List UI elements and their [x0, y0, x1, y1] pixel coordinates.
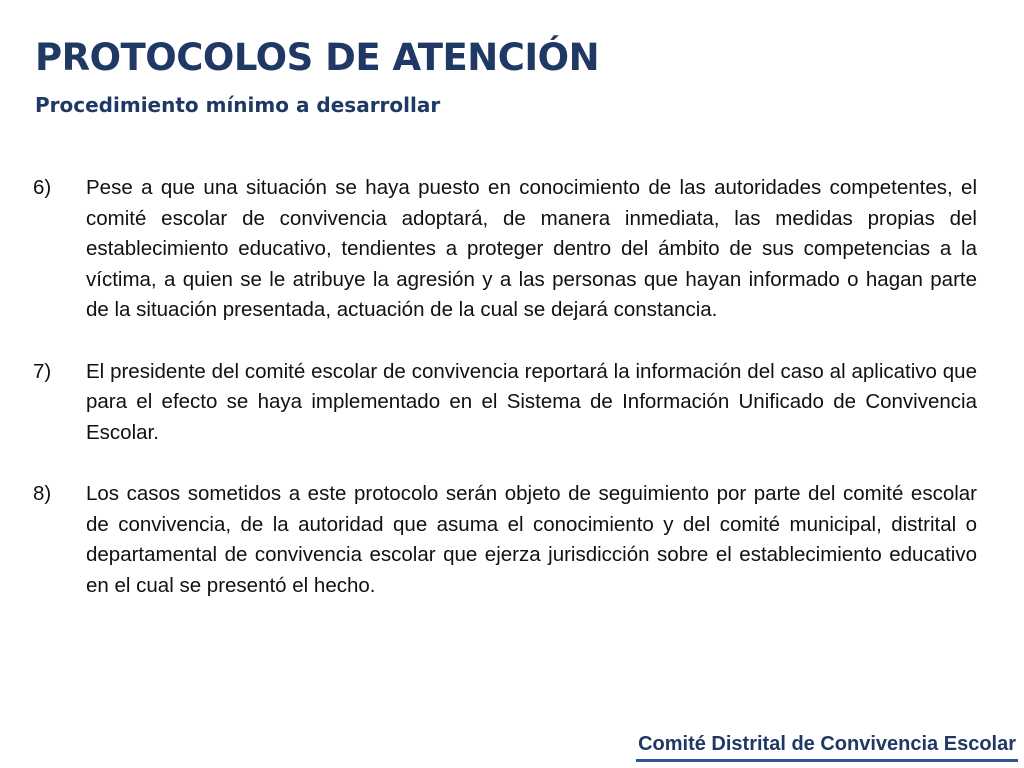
item-text: El presidente del comité escolar de convivencia reportará la información del caso al aplicativo que para el efecto se haya implementado en el Sistema de Información Unificado de Convivencia Escolar. — [86, 359, 977, 444]
item-text: Los casos sometidos a este protocolo serán objeto de seguimiento por parte del comité escolar de convivencia, de la autoridad que asuma el conocimiento y del comité municipal, distrital o departamental de convivencia escolar que ejerza jurisdicción sobre el establecimiento educativo en el cual se presentó el hecho. — [86, 482, 977, 597]
list-item — [33, 479, 977, 601]
slide-subtitle: Procedimiento mínimo a desarrollar — [35, 93, 441, 117]
list-item — [33, 173, 977, 326]
footer-organization-name: Comité Distrital de Convivencia Escolar — [636, 730, 1018, 762]
list-item — [33, 357, 977, 449]
slide-title: PROTOCOLOS DE ATENCIÓN — [35, 36, 600, 79]
item-number: 8) — [33, 482, 52, 505]
item-number: 7) — [33, 359, 52, 383]
procedure-list — [33, 173, 977, 632]
item-number: 6) — [33, 176, 52, 199]
item-text: Pese a que una situación se haya puesto en conocimiento de las autoridades competentes, el comité escolar de convivencia adoptará, de manera inmediata, las medidas propias del establecimiento educativo, tendientes a proteger dentro del ámbito de sus competencias a la víctima, a quien se le atribuye la agresión y a las personas que hayan informado o hagan parte de la situación presentada, actuación de la cual se dejará constancia. — [86, 176, 977, 321]
